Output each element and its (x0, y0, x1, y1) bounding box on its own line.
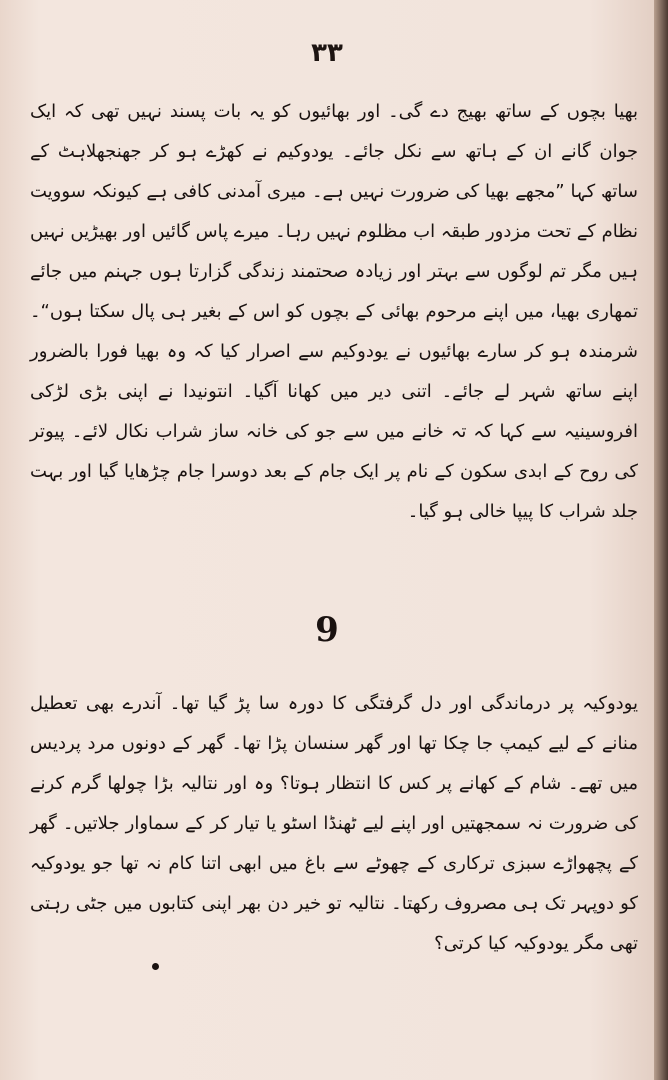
page-edge-shadow (654, 0, 668, 1080)
end-dot-mark (152, 963, 159, 970)
page-number: ۳۳ (311, 38, 343, 68)
paragraph-section-two: یودوکیہ پر درماندگی اور دل گرفتگی کا دورہ سا پڑ گیا تھا۔ آندرے بھی تعطیل منانے کے لیے کیمپ جا چکا تھا اور گھر سنسان پڑا تھا۔ گھر کے دونوں مرد پردیس میں تھے۔ شام کے کھانے پر کس کا انتظار ہوتا؟ وہ اور نتالیہ بڑا چولھا گرم کرنے کی ضرورت نہ سمجھتیں اور اپنے لیے ٹھنڈا اسٹو یا تیار کر کے سماوار جلاتیں۔ گھر کے پچھواڑے سبزی ترکاری کے چھوٹے سے باغ میں ابھی اتنا کام نہ تھا جو یودوکیہ کو دوپہر تک ہی مصروف رکھتا۔ نتالیہ تو خیر دن بھر اپنی کتابوں میں جٹی رہتی تھی مگر یودوکیہ کیا کرتی؟ (30, 693, 638, 954)
chapter-number: 9 (315, 610, 339, 650)
paragraph-section-one: بھیا بچوں کے ساتھ بھیج دے گی۔ اور بھائیوں کو یہ بات پسند نہیں تھی کہ ایک جوان گانے ان کے ہاتھ سے نکل جائے۔ یودوکیم نے کھڑے ہو کر جھنجھلاہٹ کے ساتھ کہا ”مجھے بھیا کی ضرورت نہیں ہے۔ میری آمدنی کافی ہے کیونکہ سوویت نظام کے تحت مزدور طبقہ اب مظلوم نہیں رہا۔ میرے پاس گائیں اور بھیڑیں نہیں ہیں مگر تم لوگوں سے بہتر اور زیادہ صحتمند زندگی گزارتا ہوں جہنم میں جائے تمھاری بھیا، میں اپنے مرحوم بھائی کے بچوں کو اس کے بغیر ہی پال سکتا ہوں“۔ شرمندہ ہو کر سارے بھائیوں نے یودوکیم سے اصرار کیا کہ وہ بھیا فورا بالضرور اپنے ساتھ شہر لے جائے۔ اتنی دیر میں کھانا آگیا۔ انتونیدا نے اپنی بڑی لڑکی افروسینیہ سے کہا کہ تہ خانے میں سے جو کی خانہ ساز شراب نکال لائے۔ پیوتر کی روح کے ابدی سکون کے نام پر ایک جام کے بعد دوسرا جام چڑھایا گیا اور بہت جلد شراب کا پیپا خالی ہو گیا۔ (30, 101, 638, 522)
